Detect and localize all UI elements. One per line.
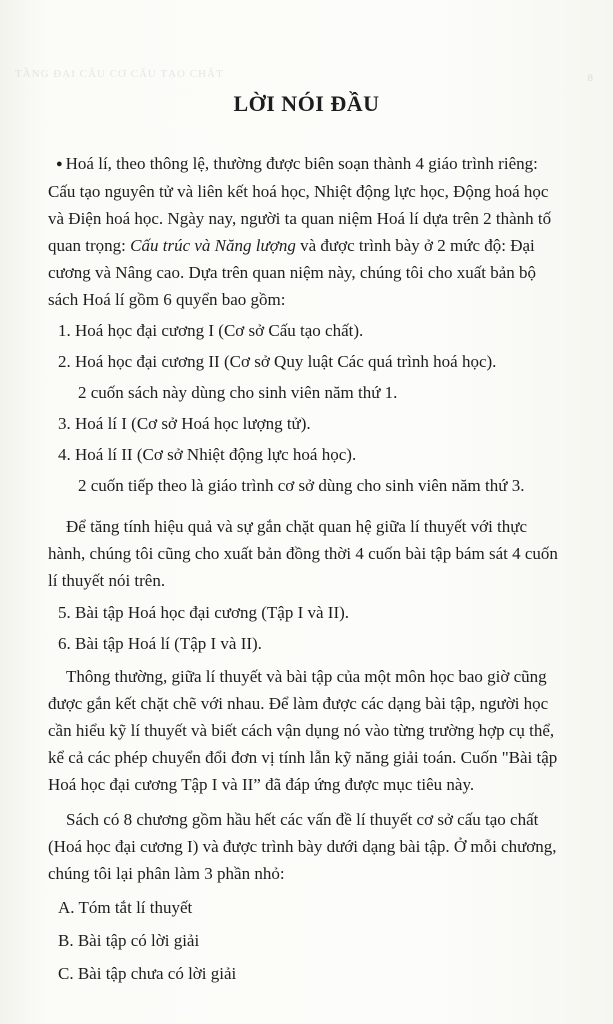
intro-paragraph [48, 150, 573, 313]
bleed-through-page-marker: 8 [587, 72, 593, 84]
text-line: kể cả các phép chuyển đổi đơn vị tính lẫn kỹ năng giải toán. Cuốn "Bài tập [48, 748, 558, 767]
list-item: 2. Hoá học đại cương II (Cơ sở Quy luật Các quá trình hoá học). [58, 352, 497, 371]
text-line: Cấu tạo nguyên tử và liên kết hoá học, Nhiệt động lực học, Động hoá học [48, 182, 549, 201]
text-line: Sách có 8 chương gồm hầu hết các vấn đề lí thuyết cơ sở cấu tạo chất [66, 810, 539, 829]
text-line: cần hiểu kỹ lí thuyết và biết cách vận dụng nó vào từng trường hợp cụ thể, [48, 721, 555, 740]
text-line: Hoá học đại cương Tập I và II” đã đáp ứng được mục tiêu này. [48, 775, 475, 794]
text-line: ● Hoá lí, theo thông lệ, thường được biên soạn thành 4 giáo trình riêng: [56, 154, 538, 173]
text-line: chúng tôi lại phân làm 3 phần nhỏ: [48, 864, 285, 883]
text-line: quan trọng: Cấu trúc và Năng lượng và được trình bày ở 2 mức độ: Đại [48, 236, 535, 255]
list-item: 3. Hoá lí I (Cơ sở Hoá học lượng tử). [58, 414, 311, 433]
list-item: B. Bài tập có lời giải [58, 931, 200, 950]
page-title: LỜI NÓI ĐẦU [233, 91, 380, 116]
usual-paragraph [48, 663, 573, 798]
bullet-icon: ● [56, 158, 63, 170]
text-line: cương và Nâng cao. Dựa trên quan niệm này, chúng tôi cho xuất bản bộ [48, 263, 537, 282]
text-line: Thông thường, giữa lí thuyết và bài tập của một môn học bao giờ cũng [66, 667, 547, 686]
text-line: (Hoá học đại cương I) và được trình bày dưới dạng bài tập. Ở mỗi chương, [48, 837, 557, 856]
text-line: Để tăng tính hiệu quả và sự gắn chặt quan hệ giữa lí thuyết với thực [66, 517, 528, 536]
text-line: sách Hoá lí gồm 6 quyển bao gồm: [48, 290, 286, 309]
list-item: C. Bài tập chưa có lời giải [58, 964, 237, 983]
list-item: 6. Bài tập Hoá lí (Tập I và II). [58, 634, 262, 653]
text-line: được gắn kết chặt chẽ với nhau. Để làm được các dạng bài tập, người học [48, 694, 549, 713]
text-line: lí thuyết nói trên. [48, 571, 166, 590]
emphasis-text: Cấu trúc và Năng lượng [130, 236, 296, 255]
list-item: 1. Hoá học đại cương I (Cơ sở Cấu tạo chất). [58, 321, 364, 340]
list-note: 2 cuốn tiếp theo là giáo trình cơ sở dùng cho sinh viên năm thứ 3. [78, 476, 525, 495]
text-line: và Điện hoá học. Ngày nay, người ta quan niệm Hoá lí dựa trên 2 thành tố [48, 209, 552, 228]
list-item: A. Tóm tắt lí thuyết [58, 898, 193, 917]
list-note: 2 cuốn sách này dùng cho sinh viên năm thứ 1. [78, 383, 398, 402]
running-head-text: TẦNG ĐẠI CẤU CƠ CẤU TẠO CHẤT [15, 68, 224, 80]
exercise-paragraph [48, 513, 573, 594]
list-item: 4. Hoá lí II (Cơ sở Nhiệt động lực hoá học). [58, 445, 357, 464]
book-structure-paragraph [48, 806, 573, 887]
body-text [48, 150, 573, 987]
list-item: 5. Bài tập Hoá học đại cương (Tập I và II). [58, 603, 350, 622]
text-line: hành, chúng tôi cũng cho xuất bản đồng thời 4 cuốn bài tập bám sát 4 cuốn [48, 544, 558, 563]
